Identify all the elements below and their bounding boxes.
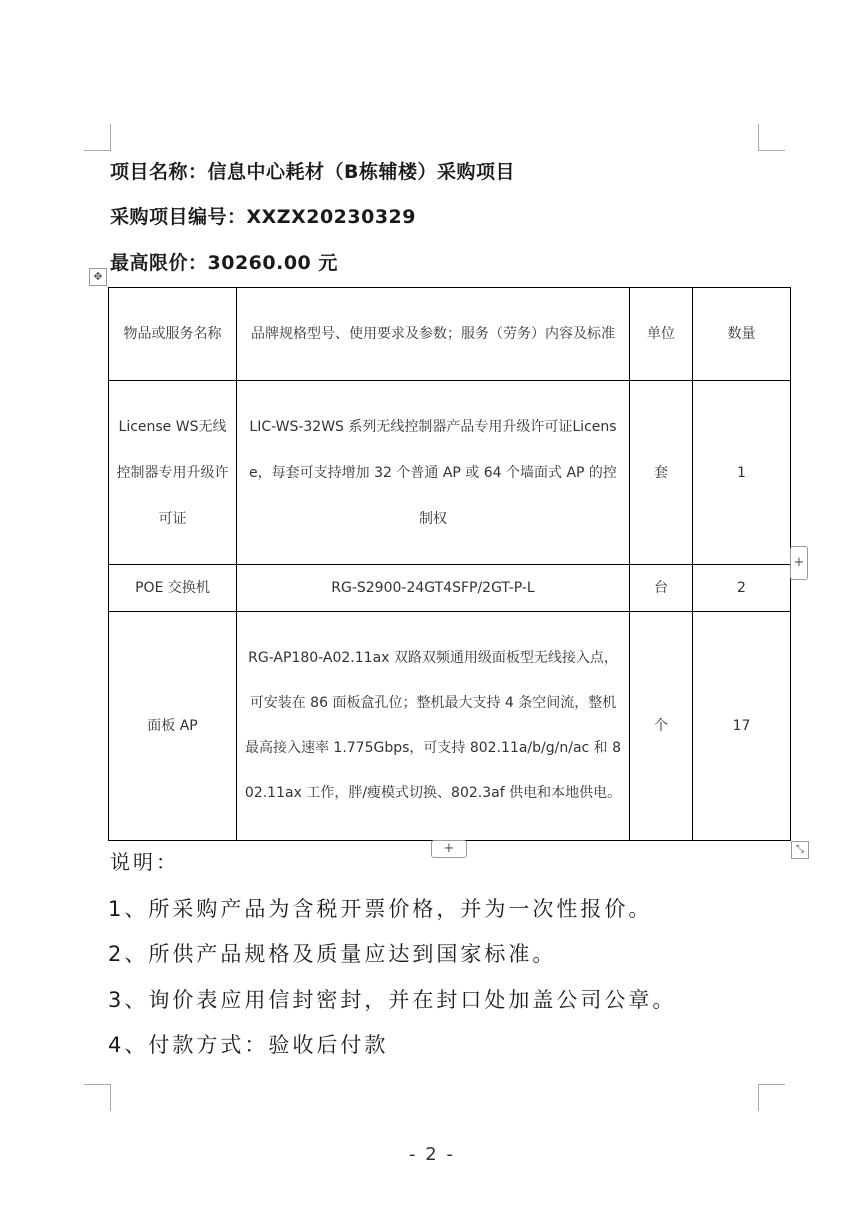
corner-mark-top-left (84, 124, 111, 151)
notes-title: 说明： (110, 850, 179, 874)
cell-spec[interactable]: LIC-WS-32WS 系列无线控制器产品专用升级许可证License，每套可支持增加 32 个普通 AP 或 64 个墙面式 AP 的控制权 (237, 381, 630, 565)
table-row (109, 381, 791, 565)
cell-qty[interactable]: 1 (693, 381, 791, 565)
note-item: 2、所供产品规格及质量应达到国家标准。 (108, 942, 557, 966)
plus-icon: + (443, 841, 455, 856)
note-item: 4、付款方式：验收后付款 (108, 1033, 389, 1057)
corner-mark-top-right (758, 124, 785, 151)
col-header-qty[interactable]: 数量 (693, 288, 791, 381)
move-icon[interactable]: ✥ (89, 268, 107, 286)
note-item: 1、所采购产品为含税开票价格，并为一次性报价。 (108, 897, 653, 921)
project-name: 项目名称：信息中心耗材（B栋辅楼）采购项目 (110, 161, 515, 183)
cell-spec[interactable]: RG-S2900-24GT4SFP/2GT-P-L (237, 565, 630, 612)
table-row (109, 565, 791, 612)
cell-spec[interactable]: RG-AP180-A02.11ax 双路双频通用级面板型无线接入点，可安装在 86 面板盒孔位；整机最大支持 4 条空间流，整机最高接入速率 1.775Gbps，可支持 802.11a/b/g/n/ac 和 802.11ax 工作，胖/瘦模式切换、802.3af 供电和本地供电。 (237, 612, 630, 841)
col-header-name[interactable]: 物品或服务名称 (109, 288, 237, 381)
cell-qty[interactable]: 17 (693, 612, 791, 841)
cell-unit[interactable]: 套 (630, 381, 693, 565)
table-header-row (109, 288, 791, 381)
cell-name[interactable]: POE 交换机 (109, 565, 237, 612)
corner-mark-bottom-left (84, 1084, 111, 1111)
plus-icon: + (793, 555, 805, 570)
cell-unit[interactable]: 个 (630, 612, 693, 841)
add-row-button[interactable] (431, 840, 467, 858)
cell-name[interactable]: 面板 AP (109, 612, 237, 841)
max-price: 最高限价：30260.00 元 (110, 252, 338, 274)
resize-icon[interactable]: ⤡ (791, 841, 809, 859)
add-column-button[interactable] (790, 546, 808, 580)
table-row (109, 612, 791, 841)
project-number: 采购项目编号：XXZX20230329 (110, 206, 416, 228)
cell-name[interactable]: License WS无线控制器专用升级许可证 (109, 381, 237, 565)
page-number: - 2 - (409, 1144, 455, 1165)
cell-qty[interactable]: 2 (693, 565, 791, 612)
cell-unit[interactable]: 台 (630, 565, 693, 612)
spec-table (108, 287, 791, 841)
col-header-spec[interactable]: 品牌规格型号、使用要求及参数；服务（劳务）内容及标准 (237, 288, 630, 381)
corner-mark-bottom-right (758, 1084, 785, 1111)
note-item: 3、询价表应用信封密封，并在封口处加盖公司公章。 (108, 988, 677, 1012)
col-header-unit[interactable]: 单位 (630, 288, 693, 381)
